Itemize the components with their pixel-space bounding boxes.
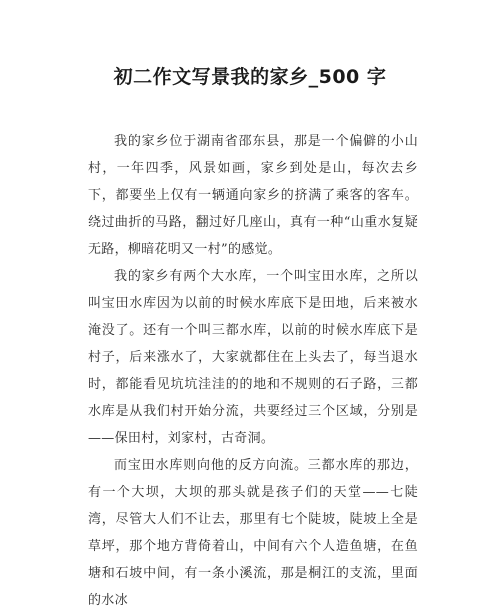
page-title: 初二作文写景我的家乡_500 字 [113,66,387,88]
paragraph-2: 我的家乡有两个大水库，一个叫宝田水库，之所以叫宝田水库因为以前的时候水库底下是田地，后来被水淹没了。还有一个叫三都水库，以前的时候水库底下是村子，后来涨水了，大家就都住在上头去了，每当退水时，都能看见坑坑洼洼的的地和不规则的石子路，三都水库是从我们村开始分流，共要经过三个区域，分别是——保田村，刘家村，古奇洞。 [88,269,418,446]
paragraph-1: 我的家乡位于湖南省邵东县，那是一个偏僻的小山村，一年四季，风景如画，家乡到处是山，每次去乡下，都要坐上仅有一辆通向家乡的挤满了乘客的客车。绕过曲折的马路，翻过好几座山，真有一种“山重水复疑无路，柳暗花明又一村”的感觉。 [88,134,418,257]
article-body [88,128,418,614]
paragraph-3: 而宝田水库则向他的反方向流。三都水库的那边，有一个大坝，大坝的那头就是孩子们的天堂——七陡湾，尽管大人们不让去，那里有七个陡坡，陡坡上全是草坪，那个地方背倚着山，中间有六个人造鱼塘，在鱼塘和石坡中间，有一条小溪流，那是桐江的支流，里面的水冰 [88,458,418,608]
